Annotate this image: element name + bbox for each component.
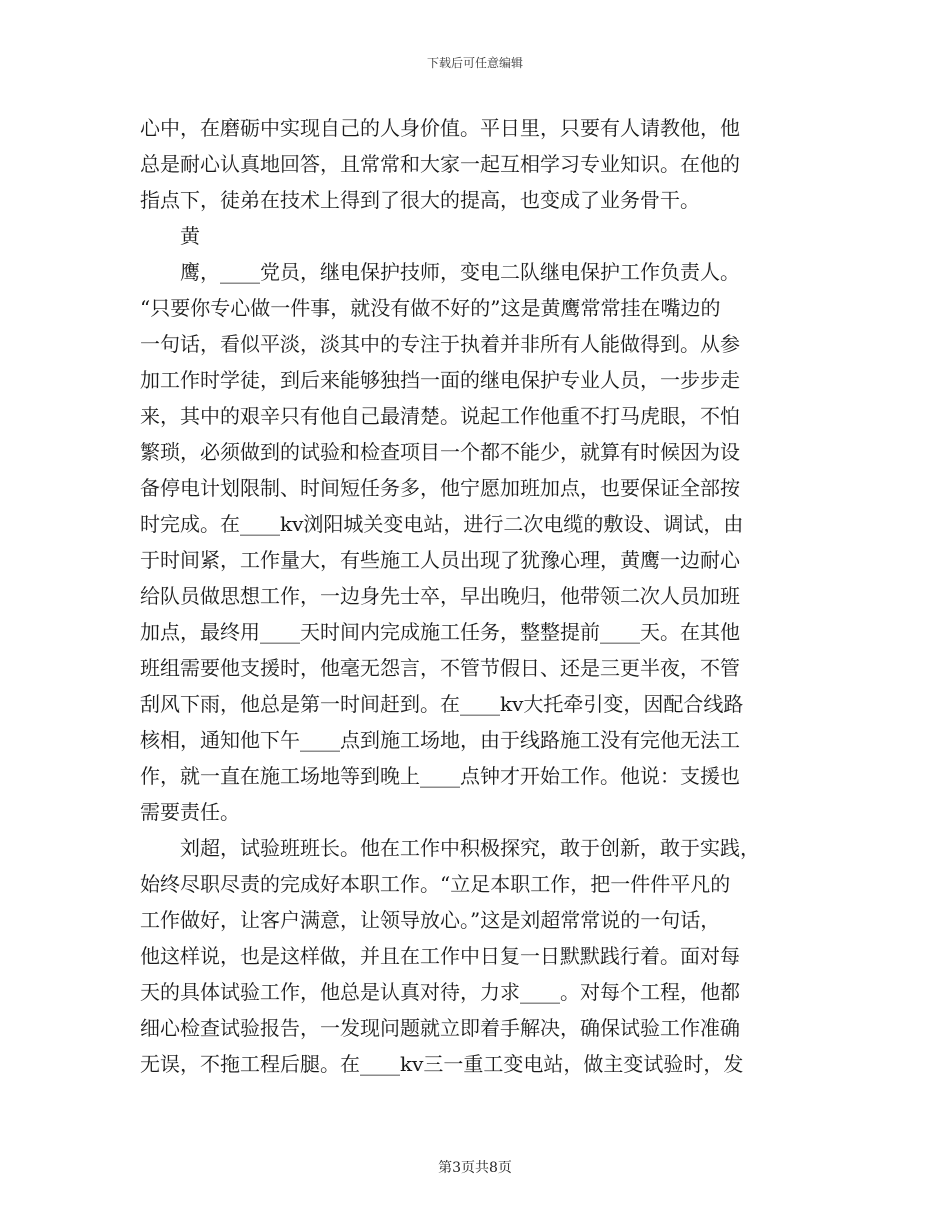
text-line: 一句话，看似平淡，淡其中的专注于执着并非所有人能做得到。从参 [140,332,740,356]
text-line: 细心检查试验报告，一发现问题就立即着手解决，确保试验工作准确 [140,1016,740,1040]
text-line: 时完成。在____kv浏阳城关变电站，进行二次电缆的敷设、调试，由 [140,512,744,536]
text-line: 加点，最终用____天时间内完成施工任务，整整提前____天。在其他 [140,620,740,644]
text-line: 鹰，____党员，继电保护技师，变电二队继电保护工作负责人。 [140,260,740,284]
text-line: 指点下，徒弟在技术上得到了很大的提高，也变成了业务骨干。 [140,188,700,212]
text-line: 核相，通知他下午____点到施工场地，由于线路施工没有完他无法工 [140,728,740,752]
text-line: 繁琐，必须做到的试验和检查项目一个都不能少，就算有时候因为设 [140,440,740,464]
text-line: 天的具体试验工作，他总是认真对待，力求____。对每个工程，他都 [140,980,740,1004]
text-line: 黄 [140,224,200,248]
text-line: “只要你专心做一件事，就没有做不好的”这是黄鹰常常挂在嘴边的 [140,296,721,320]
text-line: 作，就一直在施工场地等到晚上____点钟才开始工作。他说：支援也 [140,764,740,788]
text-line: 给队员做思想工作，一边身先士卒，早出晚归，他带领二次人员加班 [140,584,740,608]
page-footer-number: 第3页共8页 [438,1160,512,1176]
text-line: 刘超，试验班班长。他在工作中积极探究，敢于创新，敢于实践， [140,836,760,860]
page-header-note: 下载后可任意编辑 [426,56,523,70]
text-line: 无误，不拖工程后腿。在____kv三一重工变电站，做主变试验时，发 [140,1052,744,1076]
body-text [140,110,810,1082]
text-line: 需要责任。 [140,800,240,824]
text-line: 始终尽职尽责的完成好本职工作。“立足本职工作，把一件件平凡的 [140,872,731,896]
text-line: 于时间紧，工作量大，有些施工人员出现了犹豫心理，黄鹰一边耐心 [140,548,740,572]
text-line: 刮风下雨，他总是第一时间赶到。在____kv大托牵引变，因配合线路 [140,692,744,716]
text-line: 工作做好，让客户满意，让领导放心。”这是刘超常常说的一句话， [140,908,721,932]
text-line: 总是耐心认真地回答，且常常和大家一起互相学习专业知识。在他的 [140,152,740,176]
text-line: 备停电计划限制、时间短任务多，他宁愿加班加点，也要保证全部按 [140,476,740,500]
text-line: 加工作时学徒，到后来能够独挡一面的继电保护专业人员，一步步走 [140,368,740,392]
text-line: 心中，在磨砺中实现自己的人身价值。平日里，只要有人请教他，他 [140,116,740,140]
text-line: 班组需要他支援时，他毫无怨言，不管节假日、还是三更半夜，不管 [140,656,740,680]
text-line: 来，其中的艰辛只有他自己最清楚。说起工作他重不打马虎眼，不怕 [140,404,740,428]
text-line: 他这样说，也是这样做，并且在工作中日复一日默默践行着。面对每 [140,944,740,968]
